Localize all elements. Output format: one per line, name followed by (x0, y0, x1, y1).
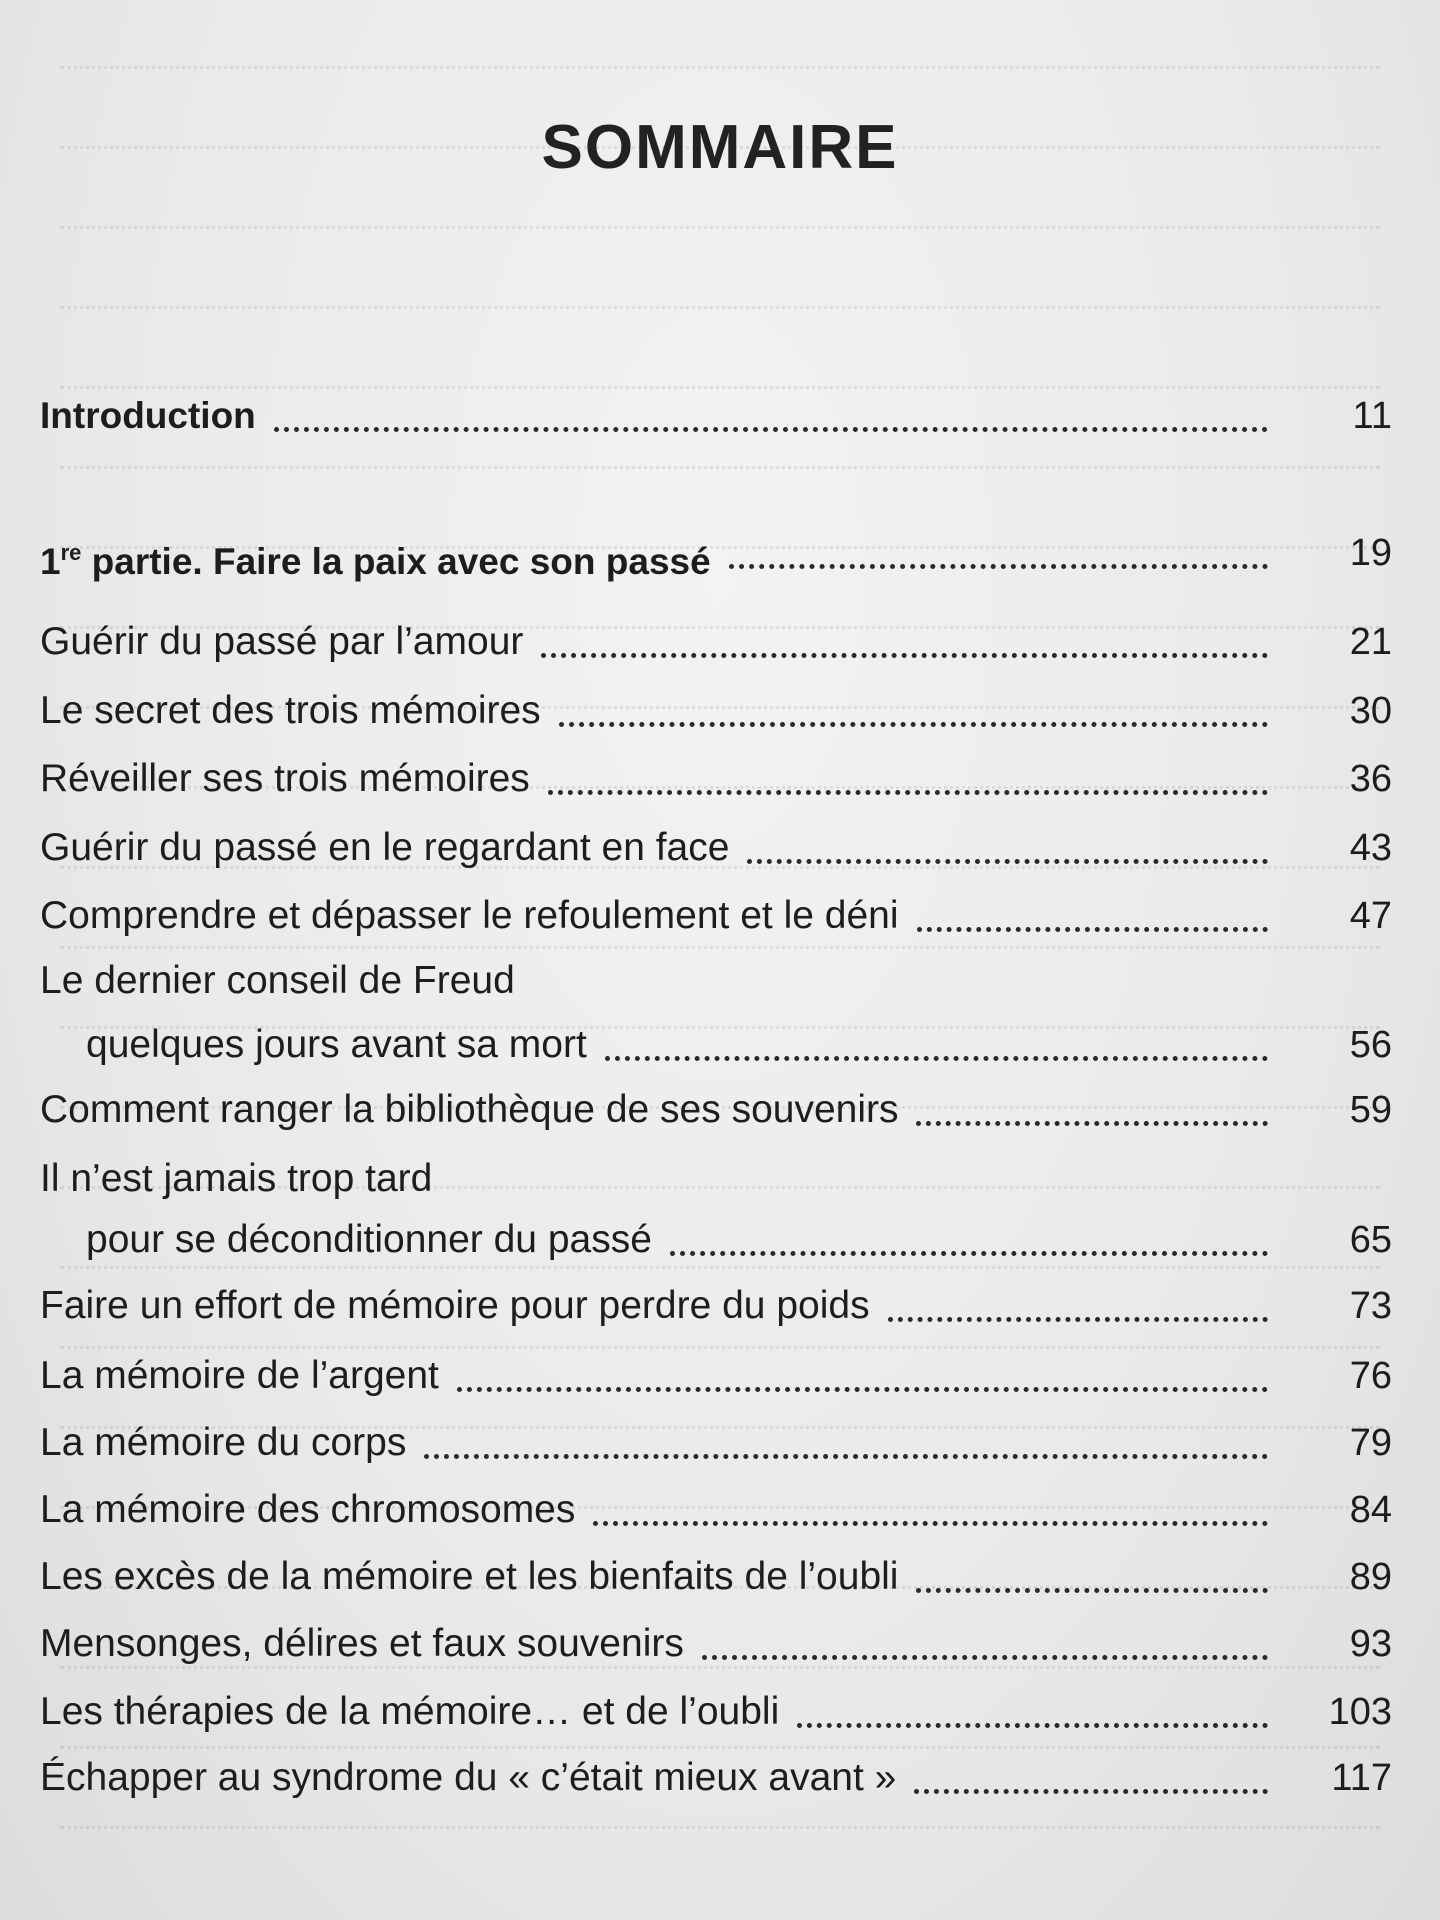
toc-page-number: 36 (1349, 758, 1392, 800)
toc-part-heading[interactable] (40, 527, 1392, 582)
toc-page-number: 56 (1349, 1024, 1392, 1066)
toc-page-number: 43 (1349, 827, 1392, 869)
toc-entry[interactable] (40, 1280, 1392, 1332)
dot-leader (559, 718, 1268, 727)
toc-entry-label: Comment ranger la bibliothèque de ses souvenirs (40, 1088, 899, 1131)
toc-entry-label: Guérir du passé par l’amour (40, 620, 524, 663)
dot-leader (702, 1651, 1268, 1660)
toc-entry-label: Comprendre et dépasser le refoulement et le déni (40, 894, 899, 937)
toc-entry[interactable] (40, 1417, 1392, 1469)
dot-leader (747, 855, 1268, 864)
dot-leader (916, 1584, 1268, 1593)
toc-page-number: 93 (1349, 1623, 1392, 1665)
toc-entry-label: quelques jours avant sa mort (86, 1023, 587, 1066)
toc-entry[interactable] (40, 753, 1392, 805)
toc-entry-label: Échapper au syndrome du « c’était mieux avant » (40, 1756, 897, 1799)
toc-entry[interactable] (40, 1686, 1392, 1738)
dot-leader (424, 1450, 1268, 1459)
dot-leader (457, 1383, 1268, 1392)
toc-entry[interactable] (40, 685, 1392, 737)
toc-page-number: 11 (1352, 395, 1392, 437)
dot-leader (729, 560, 1268, 569)
toc-entry[interactable] (40, 1484, 1392, 1536)
toc-entry-label: Le secret des trois mémoires (40, 689, 541, 732)
toc-entry-first-line: Il n’est jamais trop tard (40, 1157, 433, 1200)
dot-leader (670, 1247, 1268, 1256)
dot-leader (797, 1719, 1268, 1728)
dot-leader (914, 1785, 1268, 1794)
toc-entry[interactable] (40, 616, 1392, 668)
toc-entry[interactable] (40, 1618, 1392, 1670)
toc-page-number: 117 (1331, 1757, 1392, 1799)
toc-entry-label: La mémoire de l’argent (40, 1354, 439, 1397)
toc-page-number: 47 (1349, 895, 1392, 937)
dot-leader (917, 923, 1268, 932)
dot-leader (541, 649, 1268, 658)
toc-page-number: 21 (1349, 621, 1392, 663)
toc-page-number: 19 (1349, 532, 1392, 574)
toc-entry-label: Réveiller ses trois mémoires (40, 757, 530, 800)
toc-page-number: 84 (1349, 1489, 1392, 1531)
toc-entry-label: Guérir du passé en le regardant en face (40, 826, 730, 869)
toc-entry-label: Introduction (40, 395, 256, 436)
toc-entry[interactable] (40, 1752, 1392, 1804)
toc-page-number: 103 (1328, 1691, 1392, 1733)
toc-entry-label: La mémoire des chromosomes (40, 1488, 576, 1531)
dot-leader (593, 1517, 1268, 1526)
toc-page-number: 76 (1349, 1355, 1392, 1397)
part-title: partie. Faire la paix avec son passé (81, 541, 711, 582)
toc-entry-label (40, 527, 711, 588)
dot-leader (548, 786, 1268, 795)
toc-entry[interactable] (40, 1084, 1392, 1136)
toc-entry[interactable] (40, 890, 1392, 942)
toc-entry-label: Les thérapies de la mémoire… et de l’oubli (40, 1690, 780, 1733)
toc-page-number: 30 (1349, 690, 1392, 732)
toc-entry-label: La mémoire du corps (40, 1421, 407, 1464)
toc-entry-label: Faire un effort de mémoire pour perdre du poids (40, 1284, 870, 1327)
toc-page-number: 89 (1349, 1556, 1392, 1598)
part-number: 1 (40, 541, 61, 582)
dot-leader (916, 1117, 1268, 1126)
toc-entry[interactable] (40, 1019, 1392, 1071)
toc-entry-introduction[interactable] (40, 390, 1392, 442)
toc-entry[interactable] (40, 1551, 1392, 1603)
toc-entry-label: Mensonges, délires et faux souvenirs (40, 1622, 684, 1665)
dot-leader (888, 1313, 1268, 1322)
toc-page-number: 65 (1349, 1219, 1392, 1261)
dot-leader (274, 423, 1268, 432)
toc-entry[interactable] (40, 1214, 1392, 1266)
toc-entry-label: Les excès de la mémoire et les bienfaits de l’oubli (40, 1555, 899, 1598)
part-ordinal-suffix: re (60, 540, 82, 565)
toc-page-number: 73 (1349, 1285, 1392, 1327)
toc-entry[interactable] (40, 822, 1392, 874)
toc-page-number: 59 (1349, 1089, 1392, 1131)
toc-entry-label: pour se déconditionner du passé (86, 1218, 652, 1261)
toc-entry[interactable] (40, 1350, 1392, 1402)
toc-entry-first-line: Le dernier conseil de Freud (40, 959, 515, 1002)
page-title: SOMMAIRE (541, 113, 899, 182)
toc-page-number: 79 (1349, 1422, 1392, 1464)
dot-leader (605, 1052, 1268, 1061)
